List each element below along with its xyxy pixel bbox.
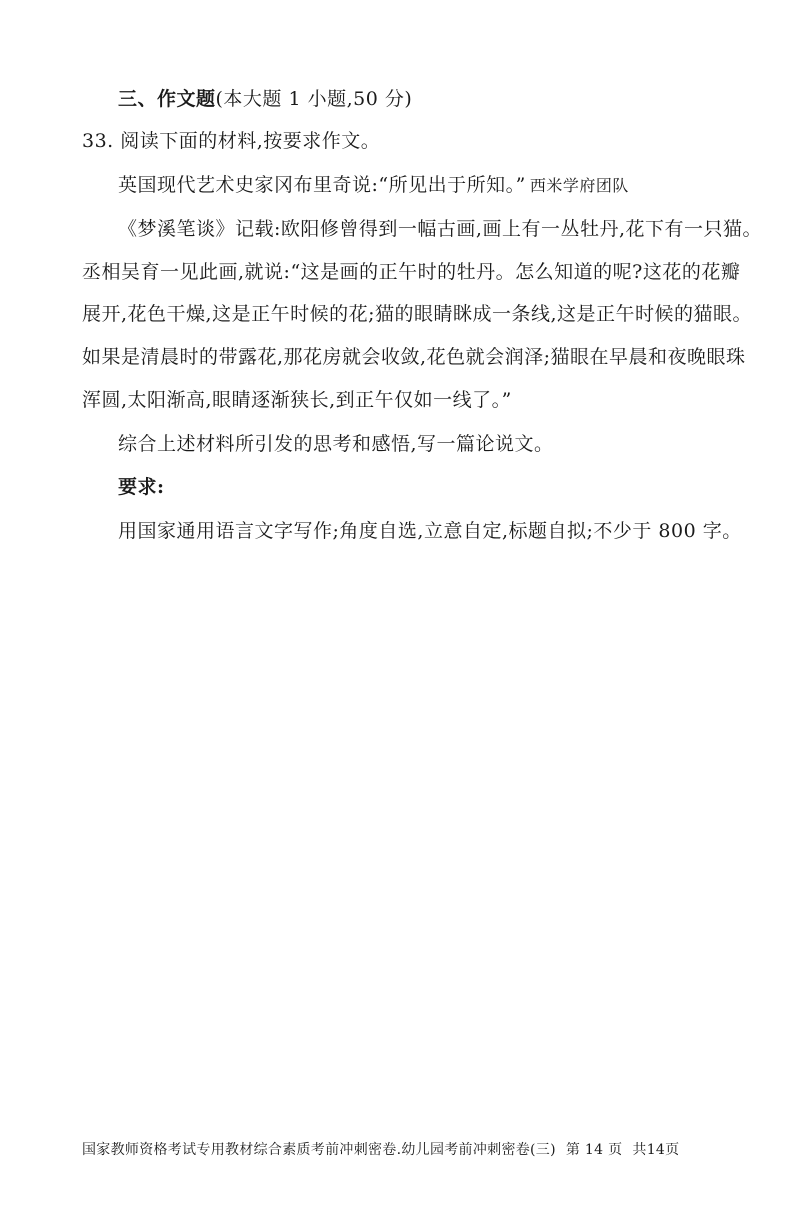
footer-total-pages: 共14页 <box>632 1142 680 1158</box>
section-title: 三、作文题 <box>118 88 216 110</box>
material-quote: 英国现代艺术史家冈布里奇说:“所见出于所知。” <box>118 174 526 196</box>
material-quote-line <box>118 172 629 199</box>
writing-task: 综合上述材料所引发的思考和感悟,写一篇论说文。 <box>118 433 554 455</box>
quote-source-watermark: 西米学府团队 <box>529 176 629 195</box>
section-heading <box>118 86 412 112</box>
story-line-4: 如果是清晨时的带露花,那花房就会收敛,花色就会润泽;猫眼在早晨和夜晚眼珠 <box>82 346 746 368</box>
story-line-2: 丞相吴育一见此画,就说:“这是画的正午时的牡丹。怎么知道的呢?这花的花瓣 <box>82 261 741 283</box>
requirements-title: 要求: <box>118 476 165 498</box>
section-note: (本大题 1 小题,50 分) <box>215 88 413 110</box>
story-line-5: 浑圆,太阳渐高,眼睛逐渐狭长,到正午仅如一线了。” <box>82 389 512 411</box>
story-line-1: 《梦溪笔谈》记载:欧阳修曾得到一幅古画,画上有一丛牡丹,花下有一只猫。 <box>118 218 762 240</box>
requirements-text: 用国家通用语言文字写作;角度自选,立意自定,标题自拟;不少于 800 字。 <box>118 520 742 542</box>
story-line-3: 展开,花色干燥,这是正午时候的花;猫的眼睛眯成一条线,这是正午时候的猫眼。 <box>82 303 753 325</box>
question-prompt: 33. 阅读下面的材料,按要求作文。 <box>82 130 381 152</box>
footer-book-title: 国家教师资格考试专用教材综合素质考前冲刺密卷.幼儿园考前冲刺密卷(三) <box>82 1142 556 1158</box>
footer-page-number: 第 14 页 <box>565 1142 623 1158</box>
page-footer <box>82 1140 679 1160</box>
